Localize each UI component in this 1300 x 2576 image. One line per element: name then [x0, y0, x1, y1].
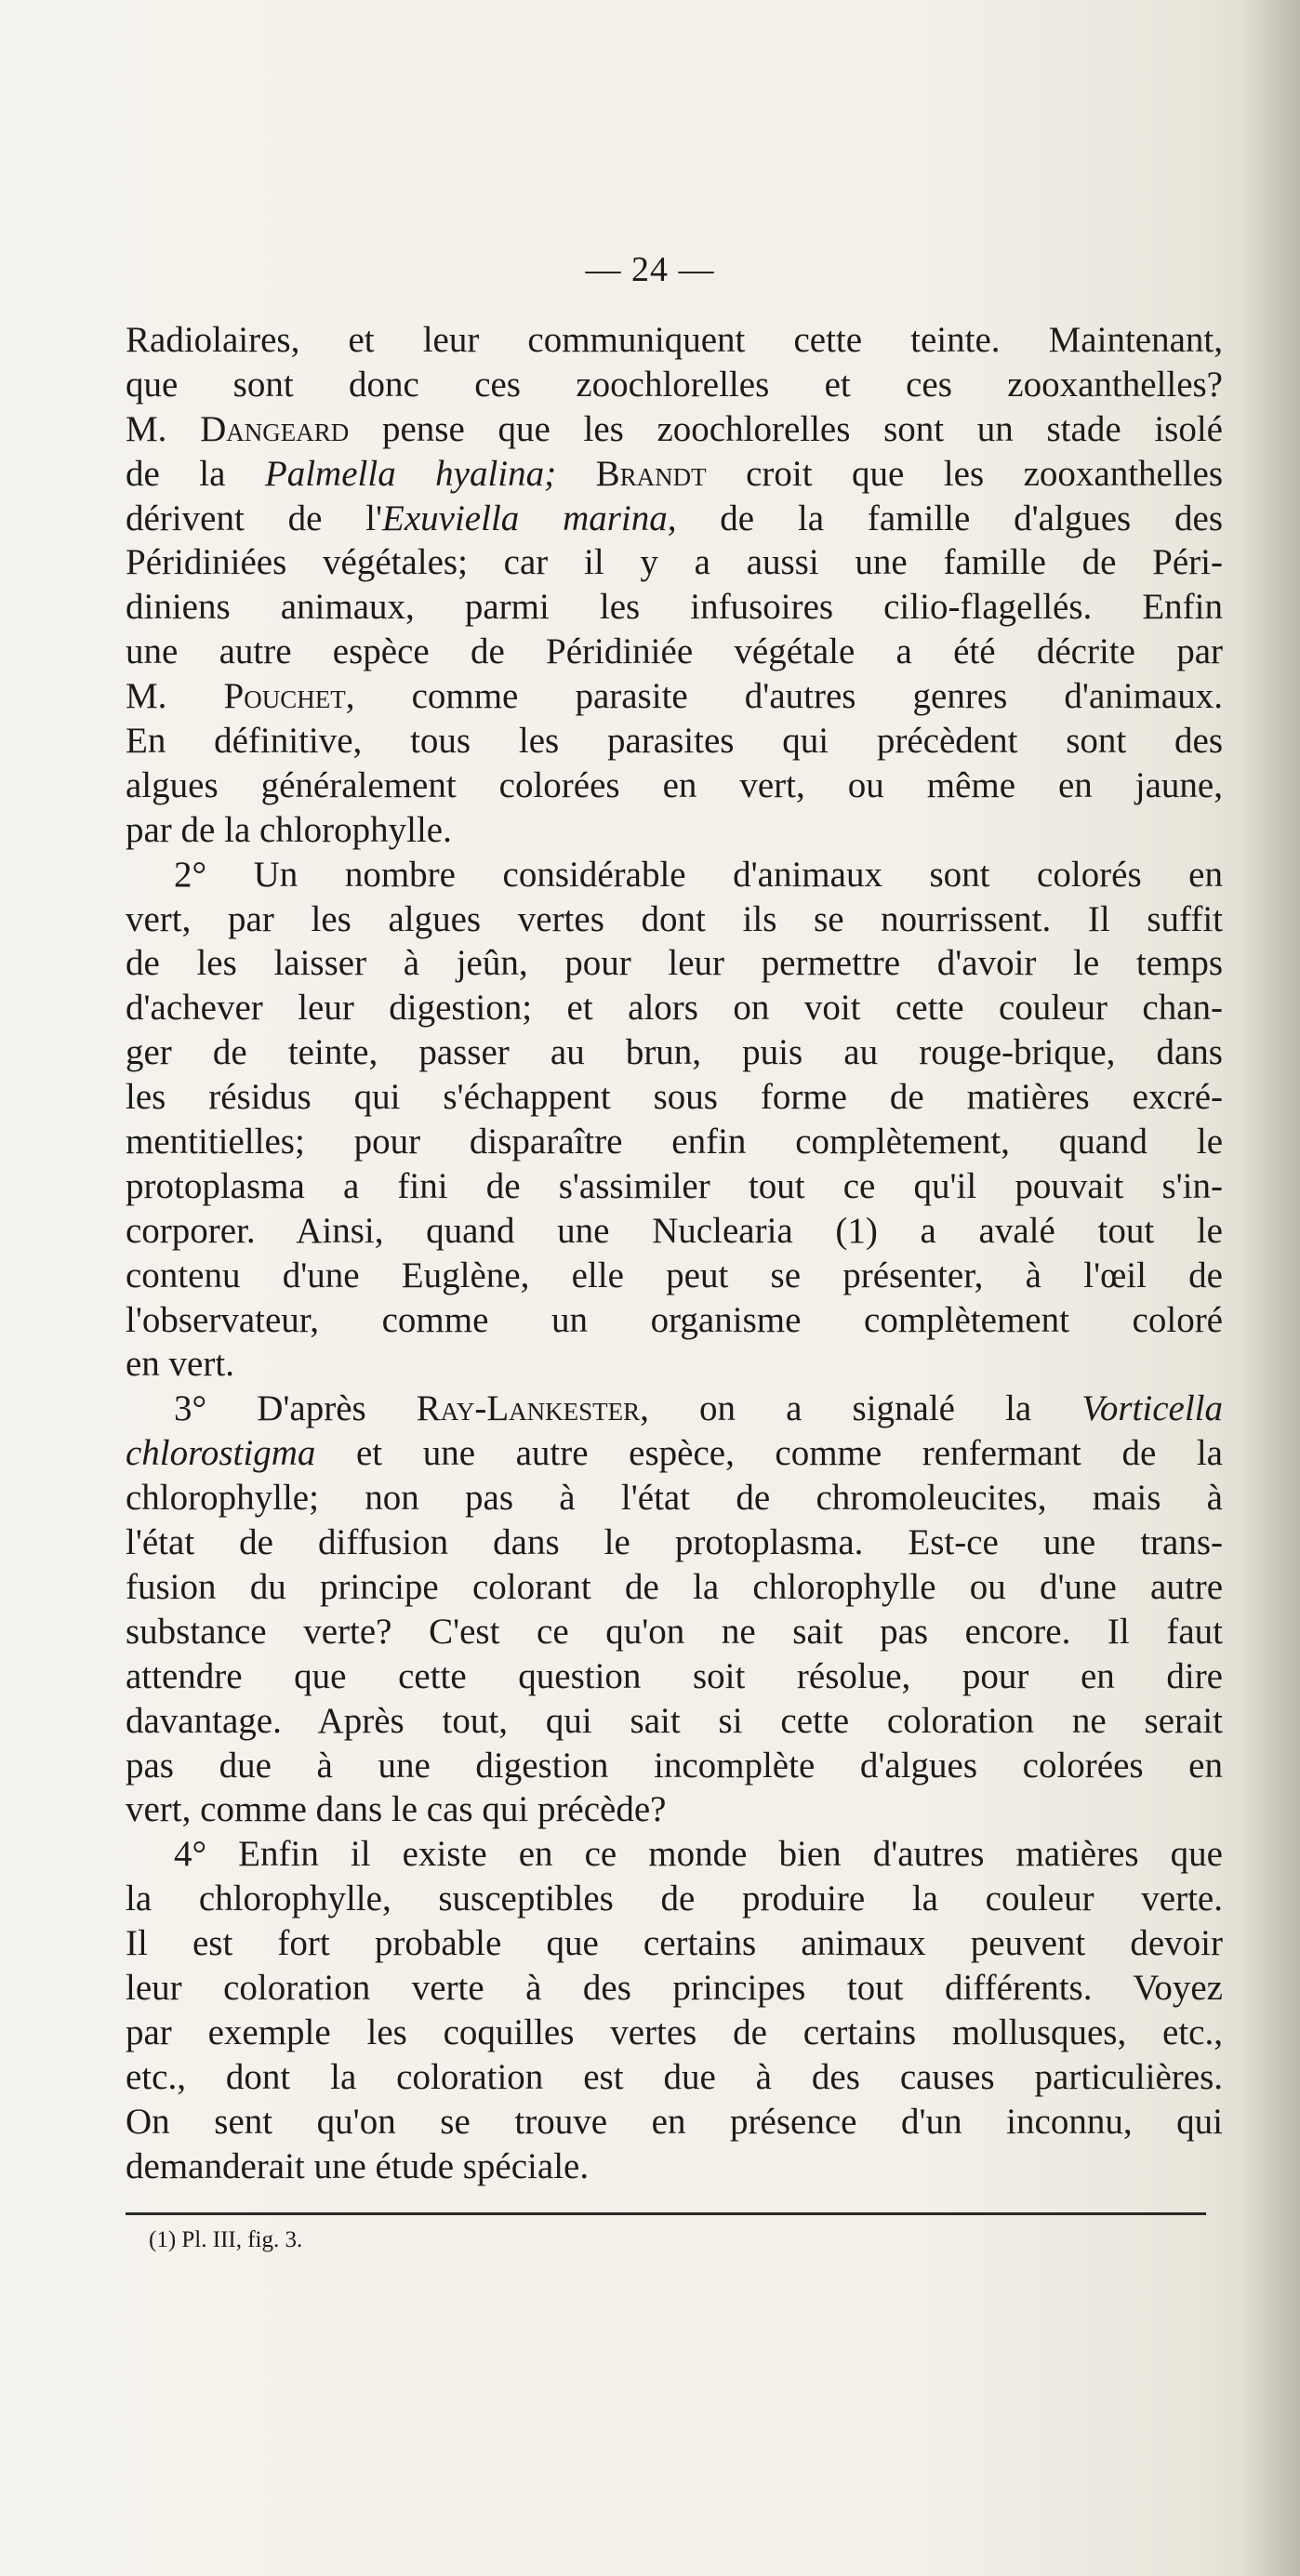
- text-run: de la famille d'algues des: [676, 498, 1224, 538]
- text-run: Péridiniées végétales; car il y a aussi une famille de Péri-: [126, 542, 1223, 583]
- text-line: [126, 540, 1223, 585]
- text-line: [126, 1744, 1223, 1788]
- text-line: [126, 407, 1223, 452]
- text-run: l'état de diffusion dans le protoplasma. Est-ce une trans-: [126, 1522, 1223, 1563]
- text-run: leur coloration verte à des principes tout différents. Voyez: [126, 1967, 1223, 2008]
- text-run: par de la chlorophylle.: [126, 809, 452, 850]
- text-line: [126, 1877, 1223, 1921]
- text-run: diniens animaux, parmi les infusoires cilio-flagellés. Enfin: [126, 587, 1223, 628]
- text-line: [126, 808, 1223, 853]
- author-name: Dangeard: [200, 408, 350, 449]
- text-run: corporer. Ainsi, quand une Nuclearia (1) a avalé tout le: [126, 1210, 1223, 1251]
- text-run: 2° Un nombre considérable d'animaux sont colorés en: [174, 854, 1223, 895]
- text-line: [126, 986, 1223, 1030]
- text-line: [126, 719, 1223, 764]
- text-run: mentitielles; pour disparaître enfin complètement, quand le: [126, 1122, 1223, 1162]
- text-line: [126, 853, 1223, 897]
- text-run: que sont donc ces zoochlorelles et ces zooxanthelles?: [126, 364, 1223, 405]
- text-line: [126, 1699, 1223, 1744]
- text-line: [126, 897, 1223, 942]
- text-run: dérivent de l': [126, 498, 383, 538]
- text-run: pas due à une digestion incomplète d'algues colorées en: [126, 1745, 1223, 1786]
- page-edge-shadow: [1244, 0, 1300, 2576]
- text-line: [126, 1832, 1223, 1877]
- text-run: , on a signalé la: [640, 1388, 1082, 1429]
- body-text: [126, 318, 1223, 2188]
- text-line: [126, 1787, 1223, 1832]
- species-name: Vorticella: [1081, 1388, 1223, 1429]
- species-name: chlorostigma: [126, 1433, 316, 1474]
- text-line: [126, 1431, 1223, 1476]
- text-run: contenu d'une Euglène, elle peut se présenter, à l'œil de: [126, 1255, 1223, 1295]
- text-line: [126, 1030, 1223, 1075]
- text-line: [126, 452, 1223, 497]
- author-name: Brandt: [595, 453, 707, 494]
- text-line: [126, 2144, 1223, 2189]
- text-line: [126, 1966, 1223, 2011]
- author-name: Ray-Lankester: [416, 1388, 641, 1429]
- text-run: l'observateur, comme un organisme complètement coloré: [126, 1299, 1223, 1340]
- author-name: Pouchet: [223, 676, 346, 717]
- text-run: [556, 454, 595, 494]
- text-run: M.: [126, 676, 224, 717]
- text-line: [126, 363, 1223, 407]
- text-run: demanderait une étude spéciale.: [126, 2145, 590, 2186]
- text-run: Il est fort probable que certains animaux peuvent devoir: [126, 1923, 1223, 1964]
- text-run: vert, par les algues vertes dont ils se nourrissent. Il suffit: [126, 898, 1223, 939]
- text-run: M.: [126, 408, 201, 449]
- text-run: attendre que cette question soit résolue, pour en dire: [126, 1655, 1223, 1696]
- text-line: [126, 630, 1223, 674]
- text-run: croit que les zooxanthelles: [706, 453, 1224, 494]
- text-run: d'achever leur digestion; et alors on voit cette couleur chan-: [126, 988, 1223, 1029]
- text-line: [126, 318, 1223, 363]
- text-run: etc., dont la coloration est due à des causes particulières.: [126, 2056, 1223, 2097]
- text-line: [126, 764, 1223, 808]
- text-line: [126, 1476, 1223, 1520]
- text-run: de la: [126, 453, 265, 494]
- species-name: Palmella hyalina;: [264, 453, 557, 494]
- text-run: et une autre espèce, comme renfermant de la: [315, 1433, 1223, 1474]
- text-line: [126, 1654, 1223, 1699]
- text-run: algues généralement colorées en vert, ou même en jaune,: [126, 764, 1223, 805]
- text-run: fusion du principe colorant de la chlorophylle ou d'une autre: [126, 1566, 1223, 1607]
- text-run: par exemple les coquilles vertes de certains mollusques, etc.,: [126, 2012, 1223, 2052]
- text-line: [126, 1342, 1223, 1387]
- text-line: [126, 674, 1223, 719]
- text-line: [126, 1298, 1223, 1343]
- text-line: [126, 585, 1223, 630]
- species-name: Exuviella marina,: [382, 498, 677, 538]
- text-line: [126, 1164, 1223, 1209]
- text-run: protoplasma a fini de s'assimiler tout ce qu'il pouvait s'in-: [126, 1165, 1223, 1206]
- text-run: la chlorophylle, susceptibles de produire la couleur verte.: [126, 1879, 1223, 1919]
- text-line: [126, 1254, 1223, 1298]
- footnote-divider: [126, 2212, 1206, 2215]
- text-line: [126, 941, 1223, 986]
- footnote: (1) Pl. III, fig. 3.: [149, 2227, 303, 2252]
- text-run: davantage. Après tout, qui sait si cette coloration ne serait: [126, 1700, 1223, 1741]
- text-line: [126, 1120, 1223, 1164]
- text-run: pense que les zoochlorelles sont un stade isolé: [349, 408, 1223, 449]
- text-line: [126, 2055, 1223, 2100]
- text-run: les résidus qui s'échappent sous forme de matières excré-: [126, 1077, 1223, 1118]
- text-run: 3° D'après: [174, 1388, 417, 1429]
- text-run: Radiolaires, et leur communiquent cette teinte. Maintenant,: [126, 320, 1223, 360]
- text-run: de les laisser à jeûn, pour leur permettre d'avoir le temps: [126, 943, 1223, 984]
- text-line: [126, 1921, 1223, 1966]
- text-run: On sent qu'on se trouve en présence d'un inconnu, qui: [126, 2101, 1223, 2142]
- text-line: [126, 2100, 1223, 2144]
- text-run: en vert.: [126, 1344, 234, 1385]
- text-line: [126, 1209, 1223, 1254]
- text-run: ger de teinte, passer au brun, puis au rouge-brique, dans: [126, 1032, 1223, 1073]
- text-line: [126, 1075, 1223, 1120]
- text-run: 4° Enfin il existe en ce monde bien d'autres matières que: [174, 1834, 1223, 1875]
- text-run: En définitive, tous les parasites qui précèdent sont des: [126, 721, 1223, 762]
- text-line: [126, 497, 1223, 541]
- text-run: vert, comme dans le cas qui précède?: [126, 1789, 667, 1830]
- text-line: [126, 2011, 1223, 2055]
- text-line: [126, 1387, 1223, 1431]
- page-number: — 24 —: [585, 250, 715, 289]
- text-run: chlorophylle; non pas à l'état de chromoleucites, mais à: [126, 1478, 1223, 1519]
- text-run: , comme parasite d'autres genres d'animaux.: [345, 676, 1223, 717]
- text-line: [126, 1520, 1223, 1565]
- text-line: [126, 1565, 1223, 1610]
- text-run: substance verte? C'est ce qu'on ne sait pas encore. Il faut: [126, 1611, 1223, 1652]
- text-run: une autre espèce de Péridiniée végétale a été décrite par: [126, 631, 1223, 672]
- text-line: [126, 1610, 1223, 1654]
